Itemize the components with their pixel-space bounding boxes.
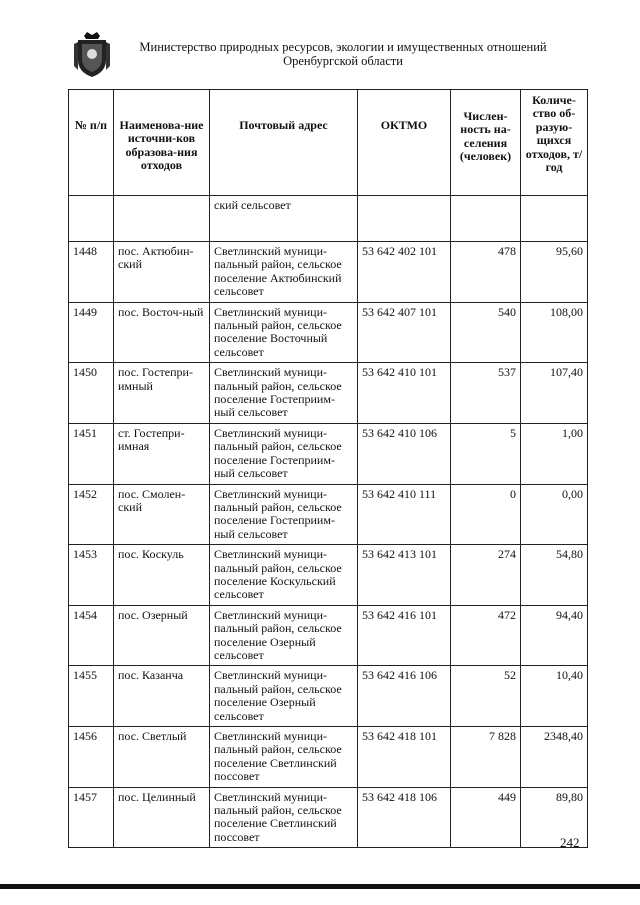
table-row [69, 605, 588, 666]
col-header-no: № п/п [69, 90, 114, 196]
cell-waste: 107,40 [521, 363, 588, 424]
cell-source: пос. Целинный [114, 787, 210, 848]
cell-no: 1449 [69, 302, 114, 363]
cell-no: 1450 [69, 363, 114, 424]
col-header-waste: Количе-ство об-разую-щихся отходов, т/год [521, 90, 588, 196]
cell-source: пос. Светлый [114, 727, 210, 788]
cell-oktmo: 53 642 410 111 [358, 484, 451, 545]
cell-address: Светлинский муници-пальный район, сельское поселение Гостеприим-ный сельсовет [210, 423, 358, 484]
cell-address: Светлинский муници-пальный район, сельское поселение Гостеприим-ный сельсовет [210, 484, 358, 545]
cell-waste: 10,40 [521, 666, 588, 727]
cell-population: 449 [451, 787, 521, 848]
cell-no: 1457 [69, 787, 114, 848]
cell-waste: 0,00 [521, 484, 588, 545]
cell-source: пос. Гостепри-имный [114, 363, 210, 424]
cell-population: 52 [451, 666, 521, 727]
cell-no: 1454 [69, 605, 114, 666]
cell-oktmo: 53 642 416 106 [358, 666, 451, 727]
col-header-oktmo: ОКТМО [358, 90, 451, 196]
cell-waste: 94,40 [521, 605, 588, 666]
cell-address: Светлинский муници-пальный район, сельское поселение Светлинский поссовет [210, 787, 358, 848]
cell-oktmo: 53 642 410 106 [358, 423, 451, 484]
cell-no: 1448 [69, 242, 114, 303]
cell-address: Светлинский муници-пальный район, сельское поселение Гостеприим-ный сельсовет [210, 363, 358, 424]
cell-address: Светлинский муници-пальный район, сельское поселение Озерный сельсовет [210, 605, 358, 666]
cell-source: пос. Смолен-ский [114, 484, 210, 545]
header-line-1: Министерство природных ресурсов, экологии и имущественных отношений [139, 40, 547, 54]
cell-oktmo: 53 642 418 106 [358, 787, 451, 848]
cell-population: 537 [451, 363, 521, 424]
table-row [69, 363, 588, 424]
cell-no: 1456 [69, 727, 114, 788]
cell-no: 1455 [69, 666, 114, 727]
col-header-address: Почтовый адрес [210, 90, 358, 196]
cell-source: пос. Коскуль [114, 545, 210, 606]
cell-no: 1452 [69, 484, 114, 545]
cell-population: 274 [451, 545, 521, 606]
cell-source: пос. Актюбин-ский [114, 242, 210, 303]
cell-waste: 89,80 [521, 787, 588, 848]
document-header [118, 40, 568, 68]
table-row [69, 666, 588, 727]
cell-population: 5 [451, 423, 521, 484]
cell-source: пос. Казанча [114, 666, 210, 727]
table-row [69, 484, 588, 545]
table-row [69, 242, 588, 303]
cell-oktmo: 53 642 402 101 [358, 242, 451, 303]
cell-source: ст. Гостепри-имная [114, 423, 210, 484]
table-row [69, 545, 588, 606]
cell-population: 7 828 [451, 727, 521, 788]
cell-waste: 1,00 [521, 423, 588, 484]
continuation-row [69, 196, 588, 242]
cell-no: 1451 [69, 423, 114, 484]
coat-of-arms-icon [72, 30, 112, 78]
header-line-2: Оренбургской области [283, 54, 403, 68]
table-row [69, 787, 588, 848]
cell-source: пос. Озерный [114, 605, 210, 666]
cell-waste: 108,00 [521, 302, 588, 363]
col-header-source: Наименова-ние источни-ков образова-ния отходов [114, 90, 210, 196]
continuation-text: ский сельсовет [210, 196, 358, 242]
cell-oktmo: 53 642 416 101 [358, 605, 451, 666]
col-header-population: Числен-ность на-селения (человек) [451, 90, 521, 196]
cell-population: 540 [451, 302, 521, 363]
cell-oktmo: 53 642 413 101 [358, 545, 451, 606]
table-header-row [69, 90, 588, 196]
cell-oktmo: 53 642 410 101 [358, 363, 451, 424]
cell-no: 1453 [69, 545, 114, 606]
cell-population: 472 [451, 605, 521, 666]
waste-sources-table [68, 89, 588, 848]
cell-population: 0 [451, 484, 521, 545]
table-row [69, 302, 588, 363]
cell-address: Светлинский муници-пальный район, сельское поселение Коскульский сельсовет [210, 545, 358, 606]
cell-address: Светлинский муници-пальный район, сельское поселение Актюбинский сельсовет [210, 242, 358, 303]
cell-source: пос. Восточ-ный [114, 302, 210, 363]
bottom-rule [0, 884, 640, 889]
table-row [69, 727, 588, 788]
table-row [69, 423, 588, 484]
cell-waste: 2348,40 [521, 727, 588, 788]
cell-population: 478 [451, 242, 521, 303]
cell-address: Светлинский муници-пальный район, сельское поселение Озерный сельсовет [210, 666, 358, 727]
cell-waste: 54,80 [521, 545, 588, 606]
cell-oktmo: 53 642 418 101 [358, 727, 451, 788]
cell-address: Светлинский муници-пальный район, сельское поселение Восточный сельсовет [210, 302, 358, 363]
cell-oktmo: 53 642 407 101 [358, 302, 451, 363]
cell-address: Светлинский муници-пальный район, сельское поселение Светлинский поссовет [210, 727, 358, 788]
page-number: 242 [560, 835, 580, 850]
cell-waste: 95,60 [521, 242, 588, 303]
